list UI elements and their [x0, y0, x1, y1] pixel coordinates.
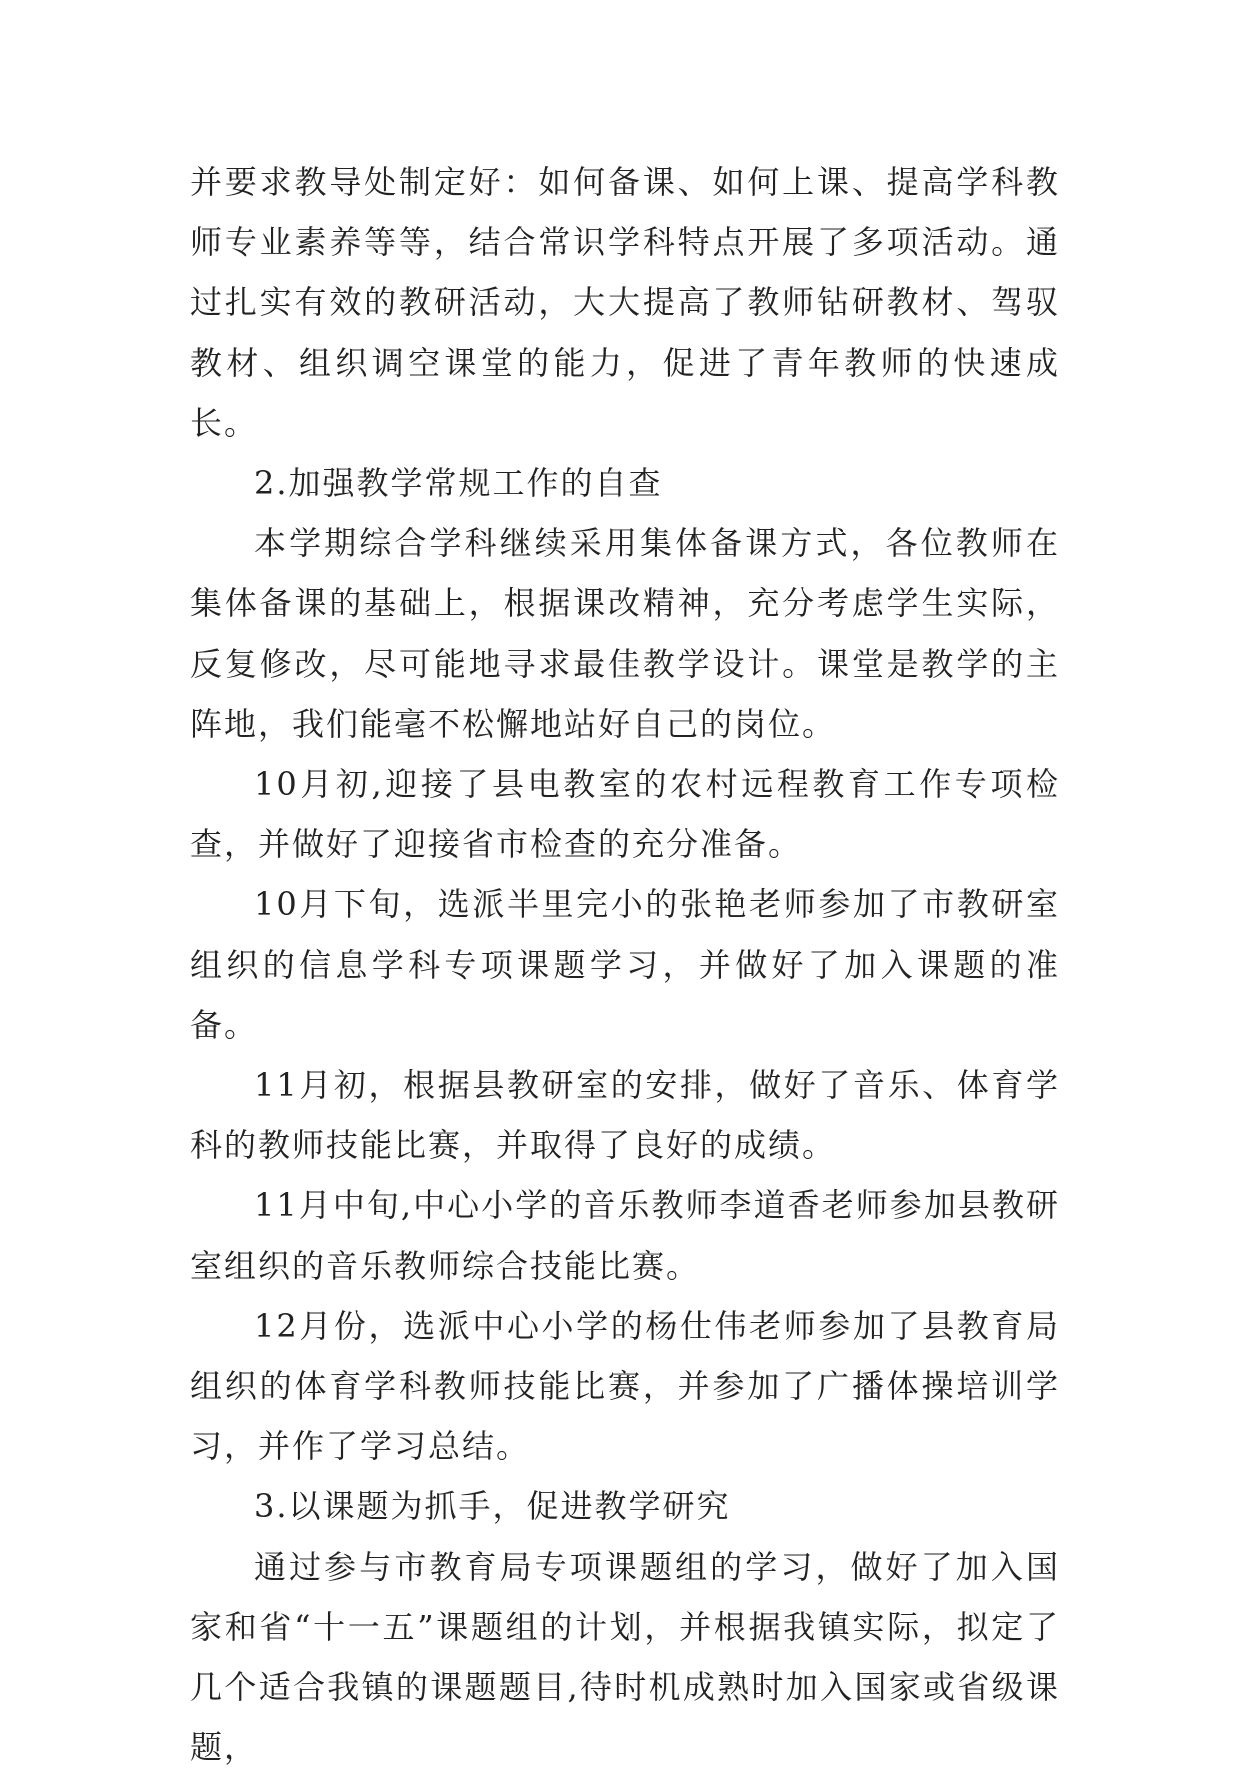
- paragraph-october-late: 10月下旬，选派半里完小的张艳老师参加了市教研室组织的信息学科专项课题学习，并做好了加入课题的准备。: [190, 885, 1060, 1044]
- paragraph-research-topics: 通过参与市教育局专项课题组的学习，做好了加入国家和省“十一五”课题组的计划，并根据我镇实际，拟定了几个适合我镇的课题题目,待时机成熟时加入国家或省级课题，: [190, 1547, 1060, 1767]
- paragraph-december: 12月份，选派中心小学的杨仕伟老师参加了县教育局组织的体育学科教师技能比赛，并参加了广播体操培训学习，并作了学习总结。: [190, 1306, 1060, 1466]
- paragraph-november-early: 11月初，根据县教研室的安排，做好了音乐、体育学科的教师技能比赛，并取得了良好的成绩。: [190, 1066, 1060, 1165]
- section-heading-3: 3.以课题为抓手，促进教学研究: [254, 1487, 731, 1526]
- paragraph-continuation: 并要求教导处制定好：如何备课、如何上课、提高学科教师专业素养等等，结合常识学科特点开展了多项活动。通过扎实有效的教研活动，大大提高了教师钻研教材、驾驭教材、组织调空课堂的能力，促进了青年教师的快速成长。: [190, 163, 1060, 442]
- paragraph-november-mid: 11月中旬,中心小学的音乐教师李道香老师参加县教研室组织的音乐教师综合技能比赛。: [190, 1186, 1060, 1285]
- section-heading-2: 2.加强教学常规工作的自查: [254, 464, 663, 503]
- paragraph-collective-lesson-prep: 本学期综合学科继续采用集体备课方式，各位教师在集体备课的基础上，根据课改精神，充分考虑学生实际，反复修改，尽可能地寻求最佳教学设计。课堂是教学的主阵地，我们能毫不松懈地站好自己的岗位。: [190, 524, 1060, 743]
- document-body: [190, 152, 1060, 1777]
- paragraph-october-early: 10月初,迎接了县电教室的农村远程教育工作专项检查，并做好了迎接省市检查的充分准备。: [190, 765, 1060, 864]
